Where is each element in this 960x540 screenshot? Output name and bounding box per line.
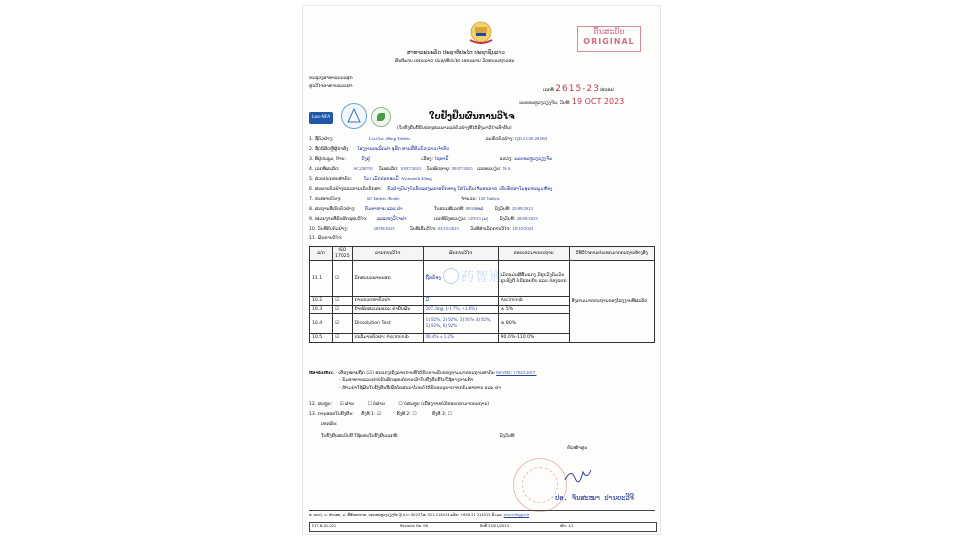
field-batch: 4. ເລກທີຜະລິດ: AC230701 ວັນຜະລິດ: 10/07/2023 ວັນໝົດອາຍຸ: 09/07/2025 ເລກທະບຽນ: N/A (309, 166, 511, 172)
row-item: ລັກສະນະພາຍນອກ (352, 261, 423, 297)
fdqc-logo (371, 107, 391, 127)
col-header-no: ລ/ດ (310, 247, 333, 261)
row-item: Dissolution Test (352, 314, 423, 334)
original-stamp: ຕົ້ນສະບັບ ORIGINAL (577, 26, 641, 52)
field-results-label: 11. ຜົນການວິໄຈ: (309, 236, 343, 241)
row-item: ນ້ຳໜັກສະເລ່ຍແລະ ຄ່າບີ່ນຜັນ (352, 305, 423, 314)
row-spec: ≥ 80% (498, 314, 569, 334)
reason-label: ເຫດຜົນ: (321, 422, 338, 427)
signer-name: ປອ. ຈັນສະໝາ ປານຍະວີຈີ (555, 494, 634, 502)
signature-icon (563, 466, 593, 486)
field-lab: 9. ໜ່ວຍງານທີ່ຮັບຜິດຊອບວິໄຈ: ຂະແໜງວິໄຈຢາ ເລກທີລົງທະບຽນ: 129/23 (ມ) ລົງວັນທີ: 28/09/2023 (309, 216, 538, 222)
field-company: 2. ຊື່ບໍລິສັດຫຼືຜູ້ນຳສົ່ງ: ໂຮງງານຜະລິດຢາ ອຸສິດ ສານສີສົມບັດ(ລາວ)ຈຳກັດ (309, 146, 450, 152)
field-composition: 5. ສ່ວນປະກອບສຳຄັນ: ໃນ1 ເມັດປະກອບມີ: Asciminib 40mg (309, 176, 432, 182)
table-row (310, 261, 655, 297)
table-header-row (310, 247, 655, 261)
col-header-result: ຜົນການວິໄຈ (423, 247, 498, 261)
row-no: 11.1 (310, 261, 333, 297)
row-iso-check: ☑ (333, 297, 353, 306)
footer-address: ທ. ເຂດ1, ບ. ທ່າດອກ, ມ. ສີສັດຕະນາກ, ນະຄອນຫຼວງວຽງຈັນ ຕູ້ ປ.ນ: 5023 ໂທ: 021-214013 ແຟັກ: +856 21 214015 ອີ ເມວ: www.wfdq.gov.la (309, 513, 530, 517)
row-item: ປະລິມານຕົວຢາ: Asciminib (352, 334, 423, 343)
signer-title: ຫົວໜ້າສູນ (567, 446, 588, 451)
issue-date: ນະຄອນຫຼວງວຽງຈັນ, ວັນທີ: 19 OCT 2023 (519, 97, 625, 106)
row-spec: 90.0%-110.0% (498, 334, 569, 343)
row-iso-check: ☑ (333, 305, 353, 314)
field-package: 7. ຂະໜາດບັນຈຸ: 60 Tablets /Bottle ຈຳນວນ: 120 Tablets (309, 196, 500, 202)
row-iso-check: ☑ (333, 314, 353, 334)
replacement-ref: ໃບຢັ້ງຢືນສະບັບນີ້ ໃຊ້ແທນໃບຢັ້ງຢືນເລກທີ: ລົງວັນທີ: (321, 434, 516, 439)
center-name: ສູນວິໄຈອາຫານແລະຢາ (309, 84, 353, 89)
footer-divider (309, 510, 655, 511)
footer-page: ໜ້າ: 1/1 (560, 524, 574, 528)
certificate-page (303, 6, 660, 534)
row-spec: ± 5% (498, 305, 569, 314)
row-no: 10.2 (310, 297, 333, 306)
field-dates: 10. ວັນທີ່ຮັບຕົວຢ່າງ: 28/09/2023 ວັນທີເລີ່ມວິໄຈ: 03/10/2023 ວັນທີສຳເລັດການວິໄຈ: 18/10/2023 (309, 226, 534, 232)
col-header-iso: ISO 17025 (333, 247, 353, 261)
field-sample-name: 1. ຊື່ຕົວຢ່າງ: LuciAsc 40mg Tablets ລະຫັດຕົວຢ່າງ: QD.23.09.28.084 (309, 136, 548, 142)
national-motto: ສັນຕິພາບ ເອກະລາດ ປະຊາທິປະໄຕ ເອກະພາບ ວັດທະນະຖາວອນ (395, 59, 515, 64)
watermark-text: 药智通 (461, 270, 504, 285)
row-result: 98.4% ± 1.2% (423, 334, 498, 343)
notes-line-3: - ຫ້າມນຳໃຊ້ຜົນໃບຢັ້ງຢືນນີ້ເພື່ອໂຄສະນາໂດຍບໍ່ໄດ້ຮັບອະນຸຍາດຈາກກົມອາຫານ ແລະ ຢາ (339, 386, 501, 391)
field-storage: 6. ສະພາບຕົວຢ່າງແລະການເກັບຮັກສາ: ຕົວຢ່າງບັນຈຸໃນກັບແຜງພລາສຕິກອານູ ໃສ່ໃນກັບເຈ້ຍສະລາກ, ເກັບຮັກສາໃນອຸນຫະພູມຫ້ອງ. (309, 186, 554, 192)
footer-doc-no: F17.N.01.021 (312, 524, 337, 528)
document-title: ໃບຢັ້ງຢືນຜົນການວິໄຈ (429, 112, 515, 122)
footer-effective: ວັນທີ 23/01/2023 (480, 524, 509, 528)
row-result: ມີ (423, 297, 498, 306)
notes-line-2: - ກົມອາຫານແລະຢາບໍ່ຮັບຜິດຊອບຕໍ່ການເອົາໃບຢັ້ງຢືນນີ້ໄປໃຊ້ທາງການຄ້າ (339, 378, 474, 383)
row-iso-check: ☑ (333, 261, 353, 297)
row-no: 10.3 (310, 305, 333, 314)
row-item: ການກວດຫາຕົວຢາ (352, 297, 423, 306)
row-result: 1) 92%, 2) 92%, 3) 91% 4) 92%, 5) 92%, 6) 92% (423, 314, 498, 334)
country-name: ສາທາລະນະລັດ ປະຊາທິປະໄຕ ປະຊາຊົນລາວ (407, 50, 505, 56)
row-no: 10.5 (310, 334, 333, 343)
row-result: 207.3mg. (-1.7%, +1.6%) (423, 305, 498, 314)
row-result: ຖືກຕ້ອງ (423, 261, 498, 297)
results-table (309, 246, 655, 343)
row-spec: ເມັດແມ່ນສີສົ້ມແດງ ມີຮູບວົງກົມມົນ ຮູບຊົງດີ ບໍ່ມີຮອຍບີບ ແລະ ປ່ອງແຕກ (498, 261, 569, 297)
ministry-name: ກະຊວງສາທາລະນະສຸກ (309, 76, 353, 81)
notes-line-1: ໝາຍເຫດ: - ເຄື່ອງໝາຍຖືກ (☑) ສະແດງເຖິງລາຍການທີ່ໄດ້ຮັບການຮັບຮອງຕາມມາດຕະຖານສາກົນ ISO/IEC 17025:2017. (309, 370, 537, 376)
row-no: 10.4 (310, 314, 333, 334)
conclusion-row: 12. ສະຫຼຸບ: ☑ ຜ່ານ ☐ ບໍ່ຜ່ານ ☐ ບໍ່ສະຫຼຸບ (ເນື່ອງຈາກບໍ່ມີຂອບເຂດມາດຕະຖານ) (309, 402, 490, 407)
doc-number: ເລກທີ 2615-23/ສວອຢ (543, 84, 614, 94)
accreditation-mark-icon (342, 104, 366, 128)
field-collection: 8. ສະຖານທີ່ເກັບຕົວຢ່າງ: ກົມອາຫານ ແລະ ຢາ ໃບສະເໜີເລກທີ: 883/ກອຢ ລົງວັນທີ: 25/09/2023 (309, 206, 533, 212)
footer-docinfo (309, 522, 657, 532)
footer-revision: Revision No. 08 (400, 524, 428, 528)
col-header-method: ວິທີວິໄຈຕາມປະເທດມາດຕະຖານອ້າງອີງ (569, 247, 654, 261)
col-header-item: ລາຍການວິໄຈ (352, 247, 423, 261)
issue-count-row: 13. ການອອກໃບຢັ້ງຢືນ: ຄັ້ງທີ 1: ☑ ຄັ້ງທີ 2: ☐ ຄັ້ງທີ 3: ☐ (309, 412, 452, 417)
method-cell: ອີງຕາມມາດຕະຖານຂອງໂຮງງານທີ່ຜະລິດ (569, 261, 654, 343)
row-iso-check: ☑ (333, 334, 353, 343)
document-subtitle: (ໃບຢັ້ງຢືນນີ້ຮັບຮອງສະເພາະແຕ່ຕົວຢ່າງທີ່ໄດ້ສົ່ງມາວິໄຈເທົ່ານັ້ນ) (397, 126, 512, 131)
lao-nfa-logo: Lao-NFA (309, 112, 333, 124)
lao-national-emblem-icon (466, 20, 496, 44)
row-spec: Asciminib (498, 297, 569, 306)
leaf-icon (377, 113, 385, 121)
col-header-spec: ຂອບເຂດມາດຕະຖານ (498, 247, 569, 261)
official-seal (513, 458, 567, 512)
field-address: 3. ທີ່ຢູ່ປະຊຸມ, ບ້ານ: ດົງຢູ່ ເມືອງ: ໄຊທານີ ແຂວງ: ນະຄອນຫຼວງວຽງຈັນ (309, 156, 553, 162)
accreditation-logo (341, 103, 367, 129)
